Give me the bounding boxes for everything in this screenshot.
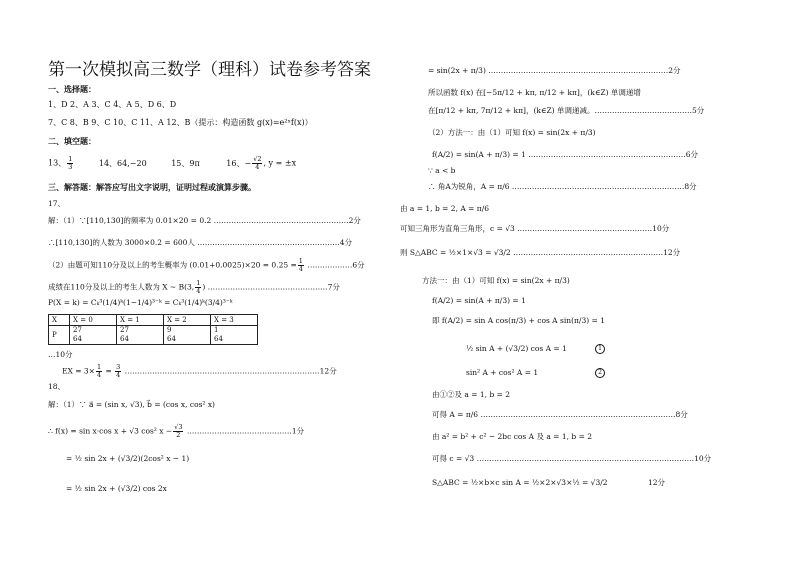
q18-r10: 则 S△ABC = ½×1×√3 = √3/2 ……………………………………………………12分: [400, 248, 681, 257]
q18-r12: f(A/2) = sin(A + π/3) = 1: [432, 296, 526, 305]
q17-line3: （2）由题可知110分及以上的考生概率为 (0.01+0.0025)×20 = 0.25 = $\frac{1}{4}$ ………………6分: [48, 257, 365, 273]
table-row: X X = 0 X = 1 X = 2 X = 3: [49, 315, 258, 326]
q14-answer: 14、64,−20: [98, 158, 147, 168]
q16-fraction: $\frac{√2}{4}$: [253, 155, 262, 171]
q18-r2: 所以函数 f(x) 在[−5π/12 + kπ, π/12 + kπ]，(k∈Z) 单调递增: [428, 88, 641, 97]
choice-answers-row2: 7、C 8、B 9、C 10、C 11、A 12、B（提示：构造函数 g(x)=e²ˣf(x)）: [48, 118, 313, 127]
choice-answers-row1: 1、D 2、A 3、C 4、A 5、D 6、D: [48, 100, 177, 109]
q17-line6: …10分: [48, 350, 73, 359]
q16-prefix: 16、−: [226, 158, 252, 168]
fill-answers-row: 13、 $\frac{1}{3}$ 14、64,−20 15、9π 16、− $\frac{√2}{4}$ , y = ±x: [48, 155, 297, 171]
q17-line2: ∴[110,130]的人数为 3000×0.2 = 600人 …………………………………………………4分: [48, 238, 353, 247]
table-row: P 27 64 27 64 9 64 1 64: [49, 326, 258, 345]
q18-r7: ∴ 角A为锐角，A = π/6 ……………………………………………………………8分: [428, 182, 697, 191]
q18-r13: 即 f(A/2) = sin A cos(π/3) + cos A sin(π/3) = 1: [432, 316, 605, 325]
q18-label: 18、: [48, 382, 66, 391]
section-choice-heading: 一、选择题：: [48, 84, 96, 94]
q18-r4: （2）方法一：由（1）可知 f(x) = sin(2x + π/3): [428, 128, 596, 137]
q18-line1: 解：（1）∵ a⃗ = (sin x, √3), b⃗ = (cos x, cos² x): [48, 400, 215, 409]
q18-r3: 在[π/12 + kπ, 7π/12 + kπ]，(k∈Z) 单调递减。…………………………………5分: [428, 106, 705, 115]
q17-line7: EX = 3× $\frac{1}{4}$ = $\frac{3}{4}$ ……………………………………………………………………12分: [62, 363, 337, 379]
q18-r1: = sin(2x + π/3) ………………………………………………………………2分: [428, 66, 681, 75]
q17-line5: P(X = k) = Cₖ³(1/4)ᵏ(1−1/4)³⁻ᵏ = Cₖ³(1/4)ᵏ(3/4)³⁻ᵏ: [48, 298, 233, 307]
q18-line3: = ½ sin 2x + (√3/2)(2cos² x − 1): [66, 454, 190, 463]
page-title: 第一次模拟高三数学（理科）试卷参考答案: [48, 60, 371, 80]
circled-number-2: 2: [595, 368, 605, 378]
q18-r14: ½ sin A + (√3/2) cos A = 1: [466, 344, 567, 353]
q16-suffix: , y = ±x: [263, 158, 297, 168]
section-solve-heading: 三、解答题：解答应写出文字说明，证明过程或演算步骤。: [48, 182, 256, 192]
q18-line4: = ½ sin 2x + (√3/2) cos 2x: [66, 484, 167, 493]
q18-r18: 由 a² = b² + c² − 2bc cos A 及 a = 1, b = 2: [432, 432, 593, 441]
q18-r15: sin² A + cos² A = 1: [466, 368, 539, 377]
q18-r8: 由 a = 1, b = 2, A = π/6: [400, 204, 490, 213]
q18-r20: S△ABC = ½×b×c sin A = ½×2×√3×½ = √3/2: [432, 478, 608, 487]
q18-line2: ∴ f(x) = sin x·cos x + √3 cos² x − $\frac{√3}{2}$ ……………………………………1分: [48, 423, 305, 439]
q18-r20-score: 12分: [648, 478, 666, 487]
distribution-table: [48, 314, 258, 345]
q18-r6: ∵ a < b: [428, 166, 456, 175]
q13-fraction: $\frac{1}{3}$: [68, 155, 73, 171]
q18-r19: 可得 c = √3 ……………………………………………………………………………10分: [432, 454, 712, 463]
q17-label: 17、: [48, 199, 66, 208]
q18-r16: 由①②及 a = 1, b = 2: [432, 390, 511, 399]
q18-r9: 可知三角形为直角三角形，c = √3 ………………………………………………10分: [400, 224, 670, 233]
section-fill-heading: 二、填空题：: [48, 136, 96, 146]
q15-answer: 15、9π: [171, 158, 200, 168]
q18-r17: 可得 A = π/6 ……………………………………………………………………8分: [432, 410, 688, 419]
q18-r11: 方法一：由（1）可知 f(x) = sin(2x + π/3): [422, 276, 570, 285]
circled-number-1: 1: [595, 344, 605, 354]
q17-line1: 解：（1）∵[110,130]的频率为 0.01×20 = 0.2 ………………………………………………2分: [48, 216, 361, 225]
q17-line4: 成绩在110分及以上的考生人数为 X ~ B(3, $\frac{1}{4}$ ) …………………………………………7分: [48, 279, 340, 295]
q18-r5: f(A/2) = sin(A + π/3) = 1 ………………………………………………………6分: [432, 150, 699, 159]
